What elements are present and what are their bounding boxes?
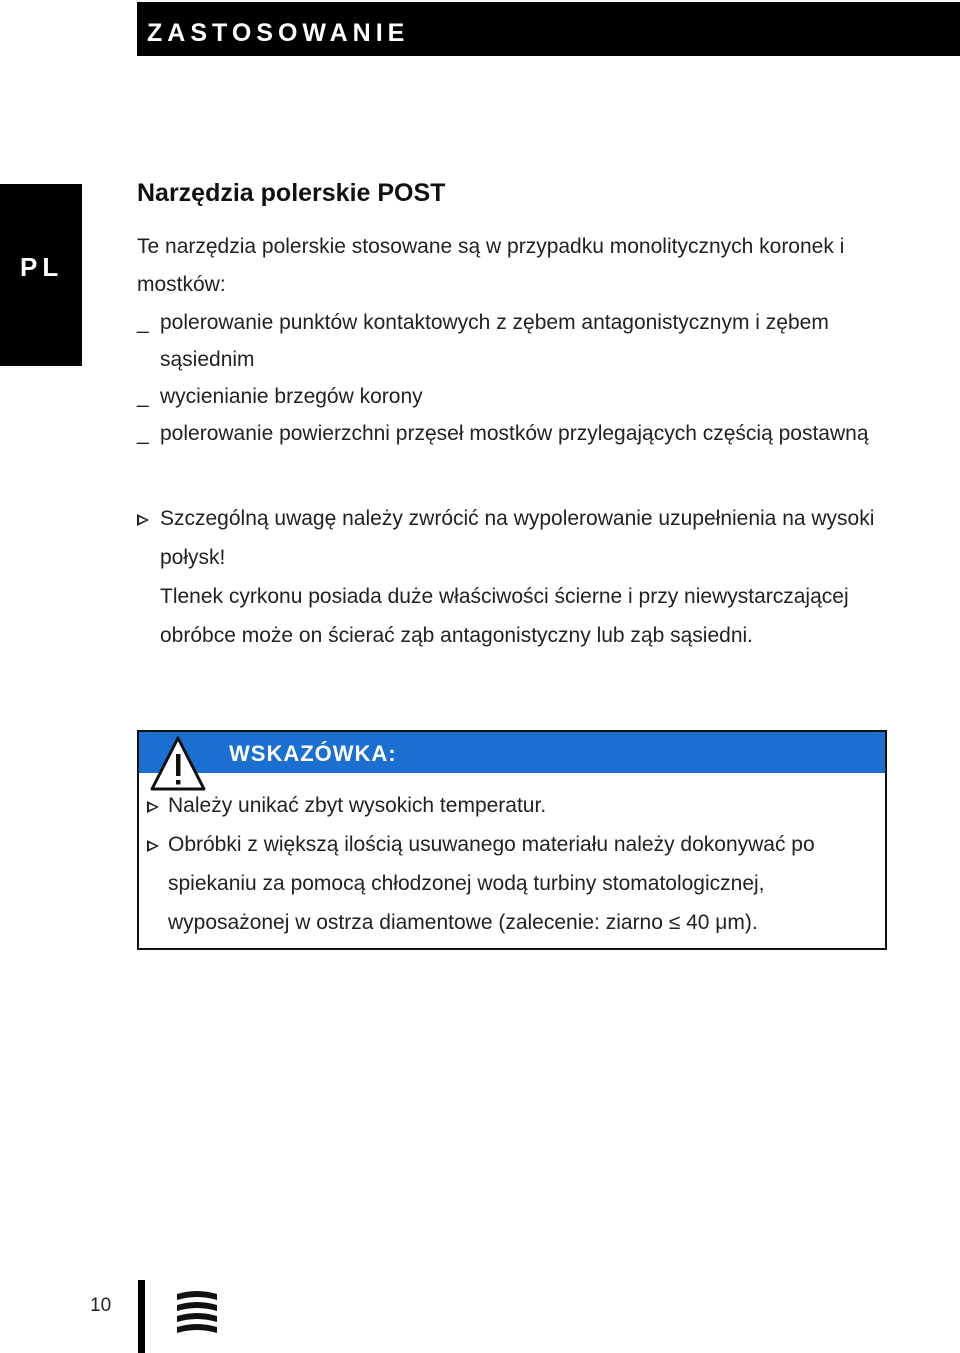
list-item xyxy=(137,304,887,378)
warning-body xyxy=(147,786,877,942)
intro-paragraph: Te narzędzia polerskie stosowane są w przypadku monolitycznych koronek i mostków: xyxy=(137,235,845,296)
header-title: ZASTOSOWANIE xyxy=(147,19,410,47)
warning-item xyxy=(147,786,877,825)
warning-triangle-icon xyxy=(149,734,207,792)
page-number: 10 xyxy=(90,1295,112,1316)
list-item-text: wycienianie brzegów korony xyxy=(160,385,423,408)
warning-box xyxy=(137,730,887,950)
triangle-bullet-icon xyxy=(137,514,149,526)
bullet-marker: _ xyxy=(137,311,149,334)
bullet-marker: _ xyxy=(137,385,149,408)
warning-title: WSKAZÓWKA: xyxy=(229,741,397,766)
triangle-bullet-icon xyxy=(147,801,159,813)
warning-item-text: Obróbki z większą ilością usuwanego materiału należy dokonywać po spiekaniu za pomocą chłodzonej wodą turbiny stomatologicznej, wyposażonej w ostrza diamentowe (zalecenie: ziarno ≤ 40 μm). xyxy=(168,833,815,934)
language-label: PL xyxy=(20,252,64,282)
list-item-text: polerowanie punktów kontaktowych z zębem antagonistycznym i zębem sąsiednim xyxy=(160,311,829,371)
warning-item-text: Należy unikać zbyt wysokich temperatur. xyxy=(168,794,547,817)
bullet-marker: _ xyxy=(137,422,149,445)
warning-header xyxy=(139,732,885,773)
triangle-bullet-icon xyxy=(147,840,159,852)
warning-item xyxy=(147,825,877,942)
header-bar xyxy=(137,2,960,56)
note-text: Szczególną uwagę należy zwrócić na wypolerowanie uzupełnienia na wysoki połysk! xyxy=(160,507,875,569)
brand-logo-icon xyxy=(172,1286,222,1336)
list-item xyxy=(137,415,887,452)
usage-list xyxy=(137,304,887,452)
note-line xyxy=(137,499,887,577)
footer-rule xyxy=(138,1280,145,1353)
note-line xyxy=(137,577,887,655)
note-text: Tlenek cyrkonu posiada duże właściwości ścierne i przy niewystarczającej obróbce może on ścierać ząb antagonistyczny lub ząb sąsiedni. xyxy=(160,585,849,647)
list-item-text: polerowanie powierzchni przęseł mostków przylegających częścią postawną xyxy=(160,422,869,445)
list-item xyxy=(137,378,887,415)
section-title: Narzędzia polerskie POST xyxy=(137,179,446,207)
note-block xyxy=(137,499,887,655)
